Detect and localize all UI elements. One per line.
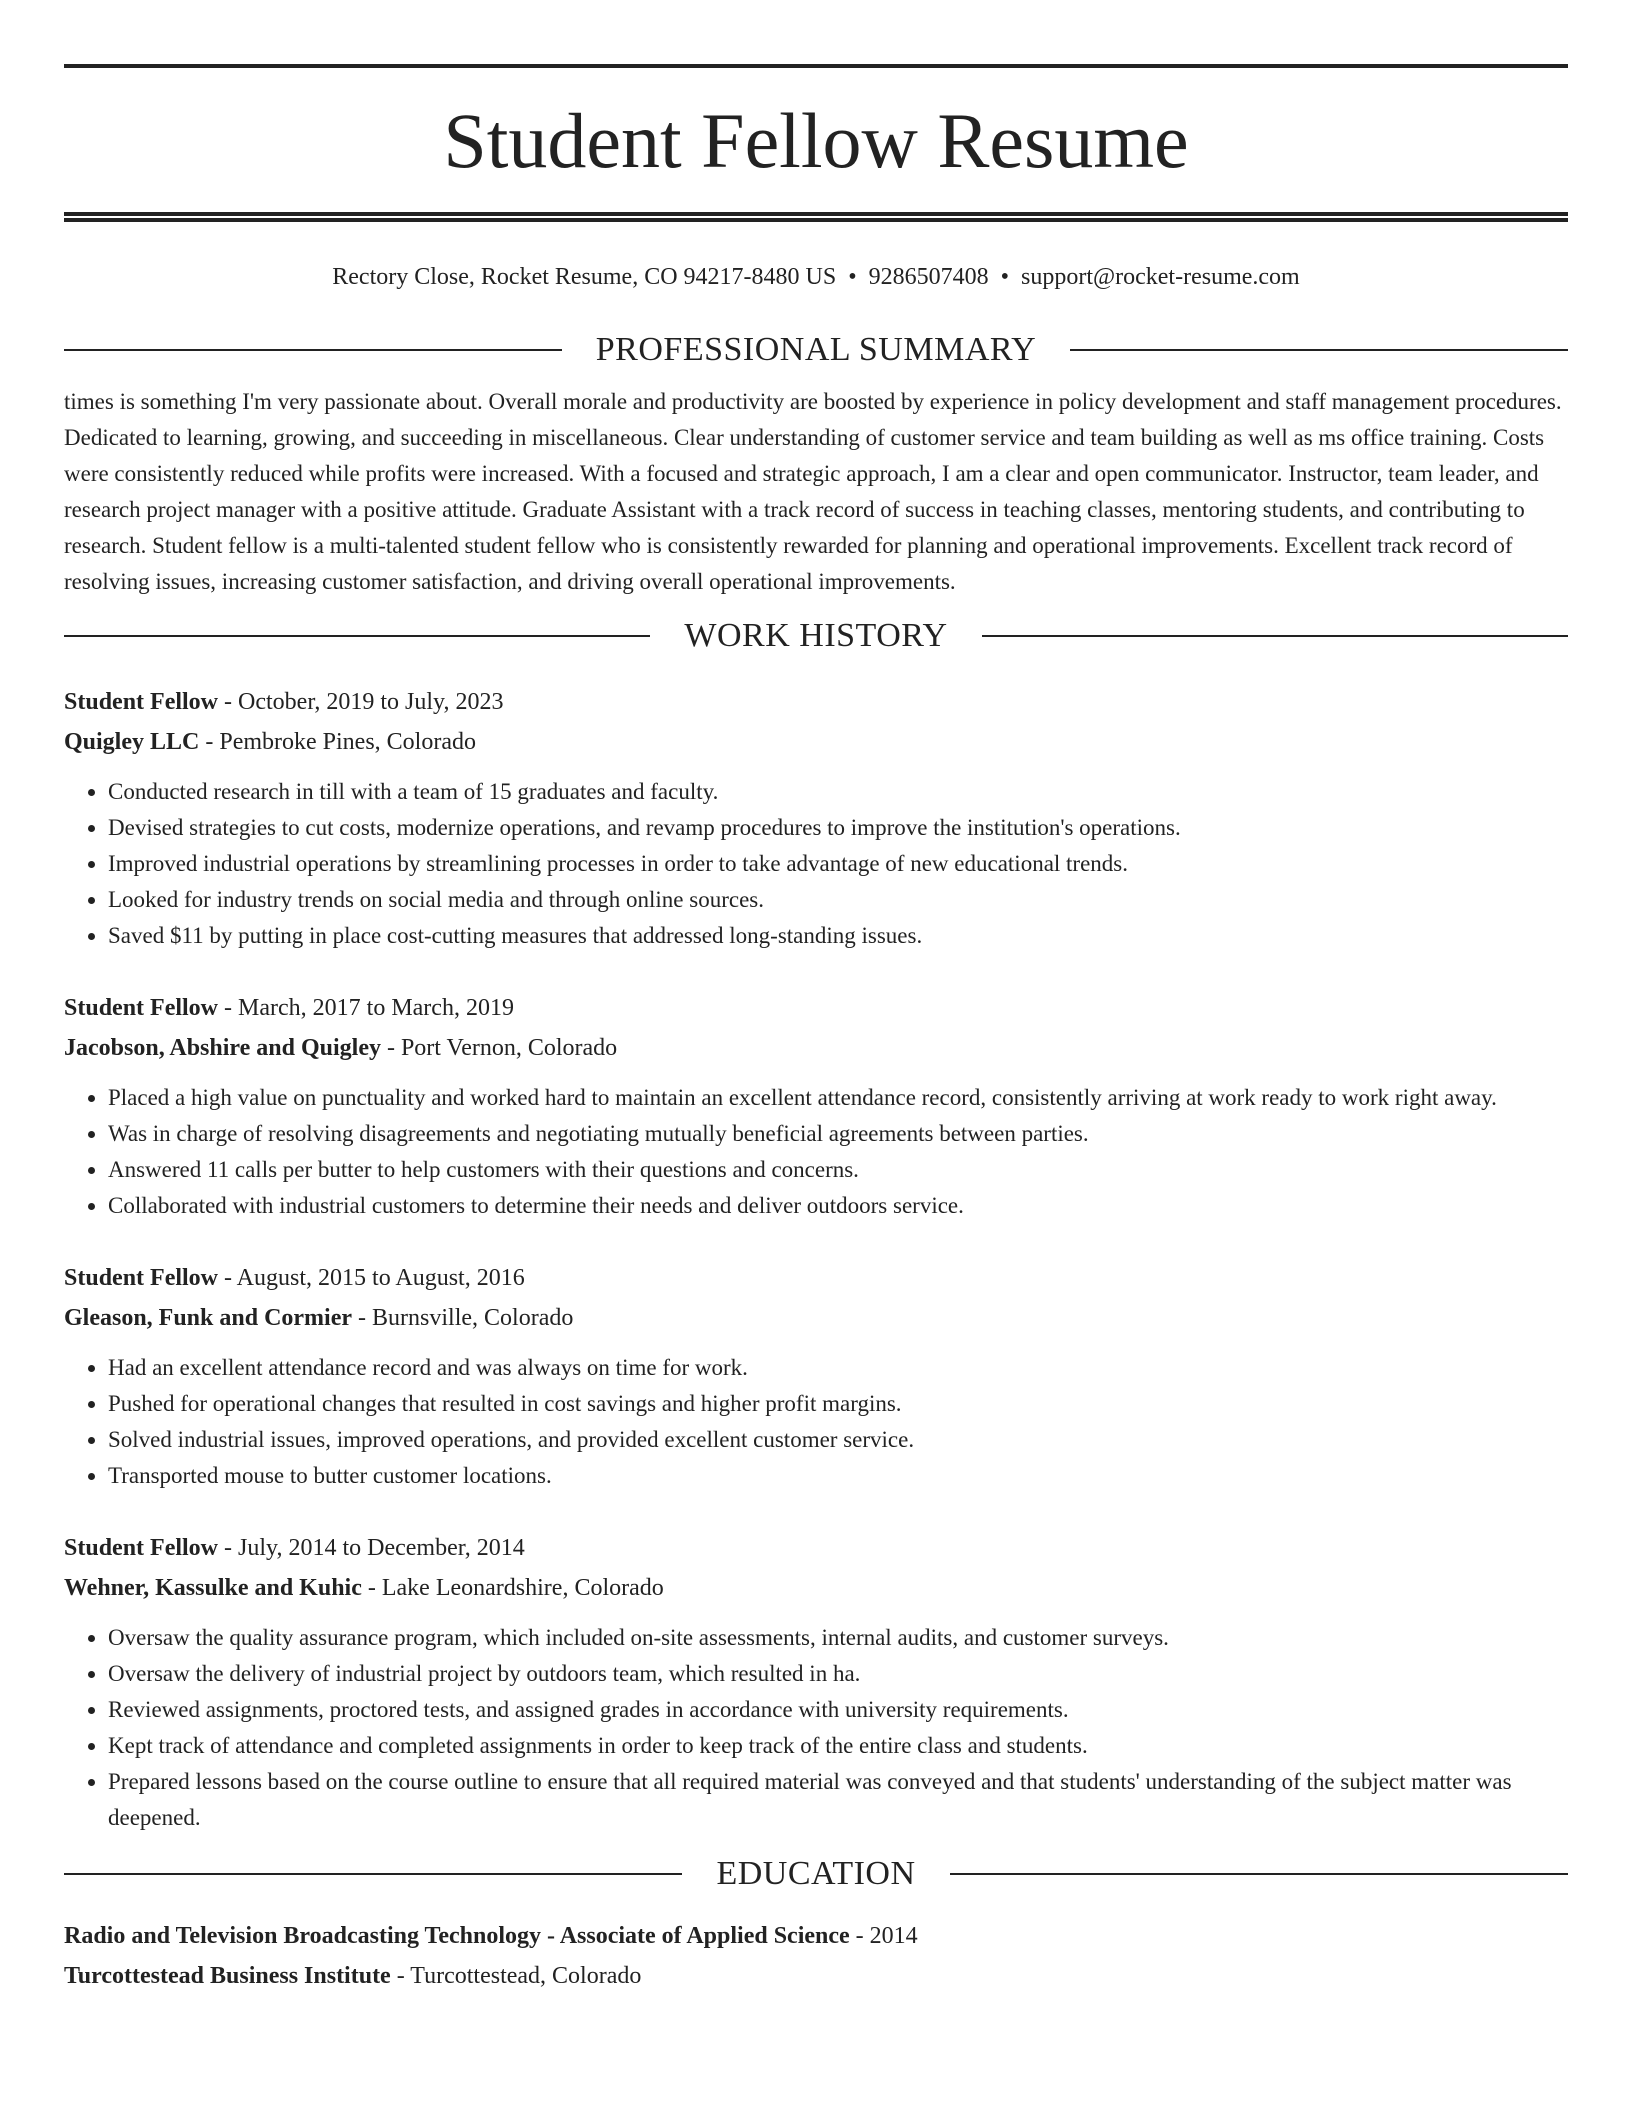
resume-title: Student Fellow Resume (443, 97, 1189, 184)
job-bullet: • Pushed for operational changes that resulted in cost savings and higher profit margins. (108, 1386, 1568, 1422)
job-dates: - August, 2015 to August, 2016 (218, 1265, 525, 1291)
education-entry (64, 1916, 1568, 1996)
job-bullet: • Had an excellent attendance record and was always on time for work. (108, 1350, 1568, 1386)
job-bullet: • Oversaw the quality assurance program, which included on-site assessments, internal audits, and customer surveys. (108, 1620, 1568, 1656)
contact-separator: • (848, 264, 857, 290)
summary-text: times is something I'm very passionate about. Overall morale and productivity are boosted by experience in policy development and staff management procedures. Dedicated to learning, growing, and succeeding in miscellaneous. Clear understanding of customer service and team building as well as ms office training. Costs were consistently reduced while profits were increased. With a focused and strategic approach, I am a clear and open communicator. Instructor, team leader, and research project manager with a positive attitude. Graduate Assistant with a track record of success in teaching classes, mentoring students, and contributing to research. Student fellow is a multi-talented student fellow who is consistently rewarded for planning and operational improvements. Excellent track record of resolving issues, increasing customer satisfaction, and driving overall operational improvements. (64, 389, 1562, 594)
contact-email: support@rocket-resume.com (1021, 264, 1300, 290)
job-bullet: • Improved industrial operations by streamlining processes in order to take advantage of new educational trends. (108, 846, 1568, 882)
job-company: Wehner, Kassulke and Kuhic (64, 1575, 362, 1601)
contact-phone: 9286507408 (868, 264, 989, 290)
job-bullet: • Looked for industry trends on social media and through online sources. (108, 882, 1568, 918)
title-double-rule (64, 212, 1568, 222)
heading-rule (64, 349, 562, 351)
job-bullet: • Collaborated with industrial customers to determine their needs and deliver outdoors service. (108, 1188, 1568, 1224)
education-location: - Turcottestead, Colorado (390, 1963, 642, 1989)
job-bullet: • Reviewed assignments, proctored tests, and assigned grades in accordance with university requirements. (108, 1692, 1568, 1728)
job-title-line (64, 1528, 1568, 1568)
job-bullet: • Saved $11 by putting in place cost-cutting measures that addressed long-standing issues. (108, 918, 1568, 954)
job-title-line (64, 682, 1568, 722)
job-company: Gleason, Funk and Cormier (64, 1305, 353, 1331)
section-heading-summary (64, 328, 1568, 372)
job-location: - Port Vernon, Colorado (380, 1035, 618, 1061)
job-company: Jacobson, Abshire and Quigley (64, 1035, 381, 1061)
job-company-line (64, 1568, 1568, 1608)
job-entry (64, 682, 1568, 954)
job-bullets (64, 1620, 1568, 1836)
job-company-line (64, 722, 1568, 762)
job-bullet: • Devised strategies to cut costs, modernize operations, and revamp procedures to improve the institution's operations. (108, 810, 1568, 846)
job-bullet: • Placed a high value on punctuality and worked hard to maintain an excellent attendance record, consistently arriving at work ready to work right away. (108, 1080, 1568, 1116)
top-rule (64, 64, 1568, 68)
job-bullet: • Prepared lessons based on the course outline to ensure that all required material was conveyed and that students' understanding of the subject matter was deepened. (108, 1764, 1568, 1836)
heading-rule (950, 1873, 1568, 1875)
job-bullets (64, 1080, 1568, 1224)
job-bullet: • Answered 11 calls per butter to help customers with their questions and concerns. (108, 1152, 1568, 1188)
heading-rule (64, 635, 650, 637)
heading-rule (1070, 349, 1568, 351)
section-title: PROFESSIONAL SUMMARY (595, 331, 1037, 368)
job-entry (64, 1258, 1568, 1494)
heading-rule (982, 635, 1568, 637)
education-year: - 2014 (849, 1923, 918, 1949)
job-title-line (64, 1258, 1568, 1298)
job-bullet: • Oversaw the delivery of industrial project by outdoors team, which resulted in ha. (108, 1656, 1568, 1692)
job-entry (64, 1528, 1568, 1836)
job-bullet: • Kept track of attendance and completed assignments in order to keep track of the entire class and students. (108, 1728, 1568, 1764)
job-title: Student Fellow (64, 1265, 219, 1291)
job-location: - Pembroke Pines, Colorado (199, 729, 476, 755)
heading-rule (64, 1873, 682, 1875)
contact-separator: • (1000, 264, 1010, 290)
education-school: Turcottestead Business Institute (64, 1963, 391, 1989)
job-location: - Burnsville, Colorado (352, 1305, 574, 1331)
job-bullet: • Transported mouse to butter customer locations. (108, 1458, 1568, 1494)
section-heading-education (64, 1852, 1568, 1896)
job-dates: - July, 2014 to December, 2014 (218, 1535, 525, 1561)
job-location: - Lake Leonardshire, Colorado (361, 1575, 664, 1601)
job-dates: - October, 2019 to July, 2023 (218, 689, 504, 715)
job-title-line (64, 988, 1568, 1028)
job-title: Student Fellow (64, 995, 219, 1021)
work-history-list (64, 682, 1568, 1836)
job-company-line (64, 1298, 1568, 1338)
section-title: WORK HISTORY (684, 617, 948, 654)
job-company: Quigley LLC (64, 729, 200, 755)
section-heading-work (64, 614, 1568, 658)
job-dates: - March, 2017 to March, 2019 (218, 995, 514, 1021)
job-title: Student Fellow (64, 689, 219, 715)
contact-address: Rectory Close, Rocket Resume, CO 94217-8480 US (332, 264, 837, 290)
job-entry (64, 988, 1568, 1224)
job-bullet: • Solved industrial issues, improved operations, and provided excellent customer service. (108, 1422, 1568, 1458)
resume-content (64, 64, 1568, 1996)
job-title: Student Fellow (64, 1535, 219, 1561)
education-school-line (64, 1956, 1568, 1996)
job-bullet: • Conducted research in till with a team of 15 graduates and faculty. (108, 774, 1568, 810)
contact-line (64, 262, 1568, 292)
section-title: EDUCATION (716, 1855, 916, 1892)
education-degree-line (64, 1916, 1568, 1956)
job-bullets (64, 774, 1568, 954)
job-bullet: • Was in charge of resolving disagreements and negotiating mutually beneficial agreements between parties. (108, 1116, 1568, 1152)
job-bullets (64, 1350, 1568, 1494)
education-degree: Radio and Television Broadcasting Technology - Associate of Applied Science (64, 1923, 850, 1949)
job-company-line (64, 1028, 1568, 1068)
